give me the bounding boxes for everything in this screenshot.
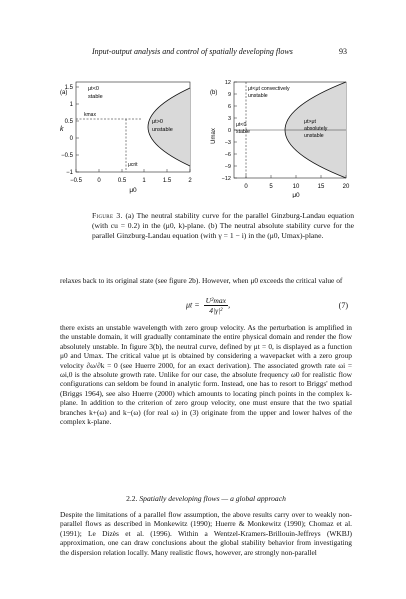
- panel-a-xlabel: μ0: [129, 187, 137, 194]
- panel-b-absolute-label: unstable: [304, 133, 324, 139]
- paragraph: there exists an unstable wavelength with zero group velocity. As the perturbation is amplified in the unstable domain, it will gradually contaminate the entire physical domain and render the flow absolutely unstable. In figure 3(b), the neutral curve, defined by μt = 0, is displayed as a function μ0 and Umax. The critical value μt is obtained by considering a wavepacket with a zero group velocity ∂ω/∂k = 0 (see Huerre 2000, for an exact derivation). The associated growth rate ωi = ωi,0 is the absolute growth rate. Unlike for our case, the absolute frequency ω0 for realistic flow configurations can seldom be found in analytic form. Instead, one has to resort to Briggs' method (Briggs 1964), see also Huerre (2000) which amounts to locating pinch points in the complex k-plane. In addition to the criterion of zero group velocity, one must ensure that the two spatial branches k+(ω) and k−(ω) (for real ω) in (3) originate from the upper and lower halves of the complex k-plane.: [60, 323, 352, 427]
- section-number: 2.2.: [126, 494, 138, 503]
- panel-b-ytick: 12: [224, 80, 231, 86]
- panel-b-ytick: −3: [224, 140, 231, 146]
- panel-b-absolute-label: μt>μt: [304, 119, 316, 125]
- panel-a-unstable-label: μt>0: [152, 119, 163, 125]
- panel-a-stable-label: stable: [88, 94, 103, 100]
- panel-b-ytick: 6: [227, 104, 231, 110]
- panel-b-ytick: −12: [221, 176, 231, 182]
- panel-a-ytick: 0.5: [64, 119, 73, 125]
- panel-a-ylabel: k: [60, 126, 64, 133]
- panel-b-convective-label: μt<μt convectively: [248, 86, 290, 92]
- panel-b-ytick: −6: [224, 152, 231, 158]
- equation-number: (7): [338, 301, 348, 310]
- panel-b-ytick: 9: [227, 92, 231, 98]
- panel-a-mucrit-label: μcrit: [128, 162, 138, 168]
- panel-a-ytick: −1: [66, 170, 73, 176]
- panel-b-xlabel: μ0: [292, 192, 300, 198]
- panel-b-ytick: 0: [227, 128, 231, 134]
- figure-caption: [92, 211, 354, 242]
- panel-b-xtick: 20: [342, 184, 350, 190]
- panel-a-ytick: 1.5: [64, 85, 73, 91]
- panel-a-unstable-label: unstable: [152, 127, 173, 133]
- panel-b-xtick: 5: [269, 184, 273, 190]
- panel-b-xtick: 15: [317, 184, 325, 190]
- equation-lhs: μt =: [186, 300, 200, 310]
- panel-b-absolute-label: absolutely: [304, 126, 328, 132]
- panel-a-xtick: 2: [188, 178, 192, 184]
- panel-b-xtick: 10: [292, 184, 300, 190]
- panel-b-convective-label: unstable: [248, 93, 268, 99]
- figure-panel-a: [58, 76, 200, 198]
- section-title: Spatially developing flows — a global approach: [139, 494, 286, 503]
- figure-panel-b: [210, 76, 356, 198]
- panel-a-ytick: −0.5: [61, 153, 73, 159]
- panel-a-label: (a): [60, 90, 68, 96]
- panel-b-ytick: 3: [227, 116, 231, 122]
- panel-b-ytick: −9: [224, 164, 231, 170]
- paragraph: relaxes back to its original state (see figure 2b). However, when μ0 exceeds the critical value of: [60, 276, 343, 285]
- figure-caption-text: (a) The neutral stability curve for the parallel Ginzburg-Landau equation (with cu = 0.2) in the (μ0, k)-plane. (b) The neutral absolute stability curve for the parallel Ginzburg-Landau equation (with γ = 1 − i) in the (μ0, Umax)-plane.: [92, 211, 354, 241]
- panel-a-stable-label: μt<0: [88, 86, 99, 92]
- section-heading: [60, 494, 352, 503]
- panel-b-ylabel: Umax: [211, 128, 217, 144]
- panel-b-stable-label: stable: [236, 129, 250, 135]
- panel-a-xtick: 1.5: [162, 178, 172, 184]
- equation-denominator: 4|γ|²: [209, 306, 223, 315]
- equation-7: [60, 296, 352, 320]
- panel-a-ytick: 1: [69, 102, 73, 108]
- panel-a-ytick: 0: [69, 136, 73, 142]
- panel-b-label: (b): [210, 90, 218, 96]
- equation-numerator: U²max: [205, 296, 227, 305]
- page-number: 93: [339, 47, 347, 56]
- panel-a-xtick: 0: [97, 178, 101, 184]
- equation-trailing: ,: [228, 300, 231, 310]
- panel-b-xtick: 0: [244, 184, 248, 190]
- running-title: Input-output analysis and control of spatially developing flows: [92, 47, 293, 56]
- panel-a-kmax-label: kmax: [84, 112, 96, 118]
- paragraph: Despite the limitations of a parallel flow assumption, the above results carry over to weakly non-parallel flows as described in Monkewitz (1990); Huerre & Monkewitz (1990); Chomaz et al. (1991); Le Dizès et al. (1996). Within a Wentzel-Kramers-Brillouin-Jeffreys (WKBJ) approximation, one can draw conclusions about the global stability behavior from investigating the dispersion relation locally. Many realistic flows, however, are strongly non-parallel: [60, 510, 352, 557]
- figure-caption-label: Figure 3.: [92, 211, 123, 220]
- panel-a-xtick: 1: [142, 178, 146, 184]
- panel-a-xtick: 0.5: [117, 178, 127, 184]
- panel-b-stable-label: μt<0: [236, 122, 247, 128]
- panel-a-xtick: −0.5: [70, 178, 82, 184]
